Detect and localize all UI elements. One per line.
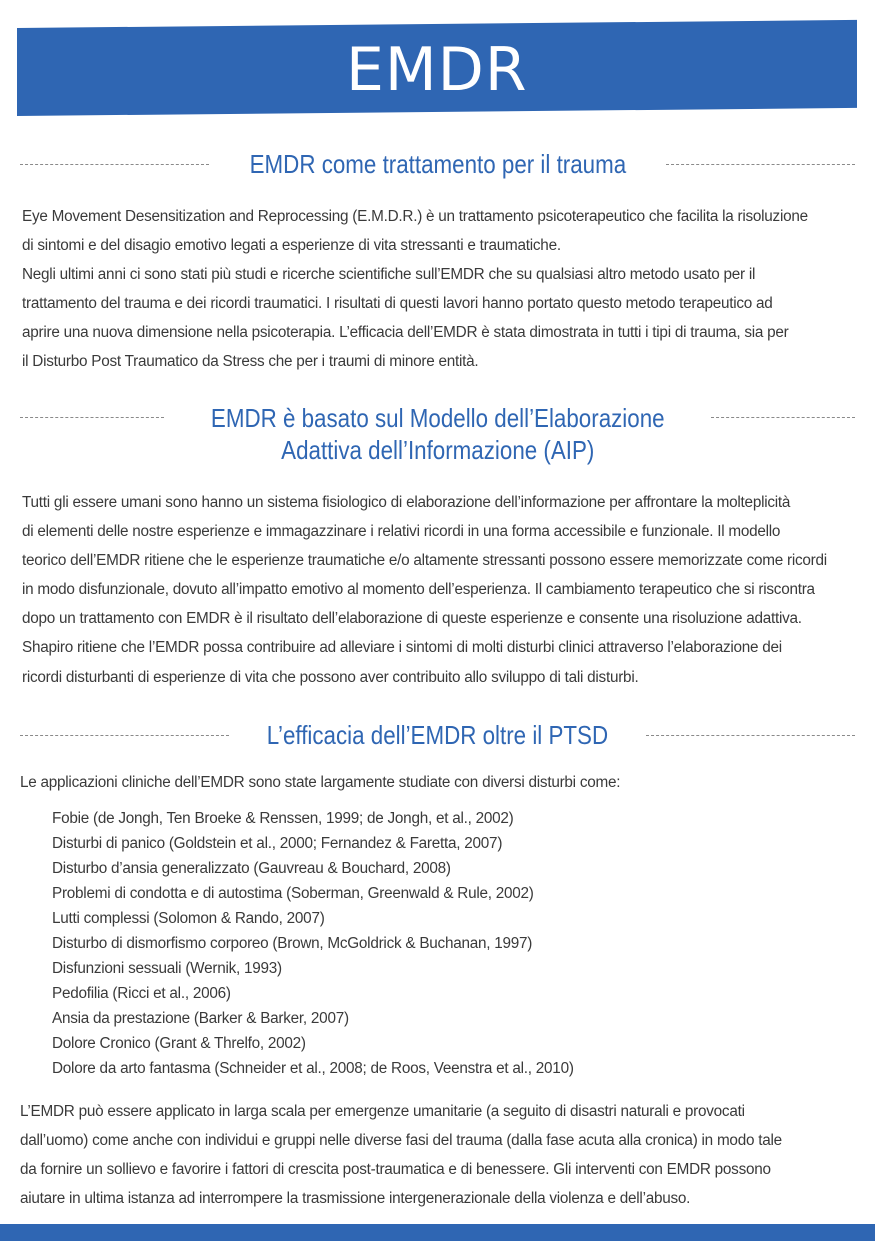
paragraph-line: Shapiro ritiene che l’EMDR possa contribuire ad alleviare i sintomi di molti disturbi clinici attraverso l’elaborazione dei (22, 639, 782, 657)
list-item: Pedofilia (Ricci et al., 2006) (52, 985, 231, 1002)
paragraph-ptsd-closing (20, 1097, 855, 1213)
heading-divider-right (646, 735, 855, 736)
paragraph-line: dall’uomo) come anche con individui e gruppi nelle diverse fasi del trauma (dalla fase acuta alla cronica) in modo tale (20, 1132, 782, 1150)
footer-bar (0, 1224, 875, 1241)
list-item: Fobie (de Jongh, Ten Broeke & Renssen, 1999; de Jongh, et al., 2002) (52, 810, 514, 827)
heading-divider-right (711, 417, 855, 418)
paragraph-line: di elementi delle nostre esperienze e immagazzinare i relativi ricordi in una forma accessibile e funzionale. Il modello (22, 523, 781, 541)
section-title-aip (202, 402, 673, 466)
paragraph-line: trattamento del trauma e dei ricordi traumatici. I risultati di questi lavori hanno portato questo metodo terapeutico ad (22, 295, 773, 313)
paragraph-line: da fornire un sollievo e favorire i fattori di crescita post-traumatica e di benessere. Gli interventi con EMDR possono (20, 1161, 771, 1179)
title-banner (17, 20, 857, 116)
paragraph-line: Le applicazioni cliniche dell’EMDR sono state largamente studiate con diversi disturbi come: (20, 774, 621, 791)
list-item: Ansia da prestazione (Barker & Barker, 2007) (52, 1010, 349, 1027)
paragraph-line: teorico dell’EMDR ritiene che le esperienze traumatiche e/o altamente stressanti possono essere memorizzate come ricordi (22, 552, 827, 570)
section-heading-aip (20, 402, 855, 466)
section-title-aip-line2: Adattiva dell’Informazione (AIP) (280, 435, 595, 465)
list-item: Disturbo d’ansia generalizzato (Gauvreau & Bouchard, 2008) (52, 860, 451, 877)
paragraph-line: di sintomi e del disagio emotivo legati a esperienze di vita stressanti e traumatiche. (22, 237, 561, 255)
heading-divider-left (20, 164, 209, 165)
paragraph-line: Tutti gli essere umani sono hanno un sistema fisiologico di elaborazione dell’informazione per affrontare la molteplicità (22, 494, 791, 511)
paragraph-ptsd-intro (20, 768, 855, 797)
paragraph-line: dopo un trattamento con EMDR è il risultato dell’elaborazione di queste esperienze e consente una risoluzione adattiva. (22, 610, 802, 628)
section-heading-ptsd (20, 719, 855, 751)
paragraph-line: Eye Movement Desensitization and Reprocessing (E.M.D.R.) è un trattamento psicoterapeutico che facilita la risoluzione (22, 208, 808, 225)
paragraph-line: il Disturbo Post Traumatico da Stress che per i traumi di minore entità. (22, 353, 479, 371)
paragraph-line: ricordi disturbanti di esperienze di vita che possono aver contribuito allo sviluppo di tali disturbi. (22, 668, 639, 686)
section-title-ptsd: L’efficacia dell’EMDR oltre il PTSD (266, 720, 609, 750)
section-title-trauma: EMDR come trattamento per il trauma (249, 149, 626, 179)
list-item: Disturbi di panico (Goldstein et al., 2000; Fernandez & Faretta, 2007) (52, 835, 503, 852)
paragraph-line: in modo disfunzionale, dovuto all’impatto emotivo al momento dell’esperienza. Il cambiamento terapeutico che si riscontra (22, 581, 815, 599)
section-heading-trauma (20, 148, 855, 180)
list-item: Dolore Cronico (Grant & Threlfo, 2002) (52, 1035, 306, 1052)
paragraph-line: Negli ultimi anni ci sono stati più studi e ricerche scientifiche sull’EMDR che su qualsiasi altro metodo usato per il (22, 266, 756, 284)
paragraph-line: L’EMDR può essere applicato in larga scala per emergenze umanitarie (a seguito di disastri naturali e provocati (20, 1103, 745, 1120)
paragraph-trauma (22, 202, 857, 377)
list-item: Problemi di condotta e di autostima (Soberman, Greenwald & Rule, 2002) (52, 885, 534, 902)
section-title-aip-line1: EMDR è basato sul Modello dell’Elaborazione (210, 403, 665, 433)
heading-divider-left (20, 417, 164, 418)
list-item: Dolore da arto fantasma (Schneider et al., 2008; de Roos, Veenstra et al., 2010) (52, 1060, 574, 1077)
paragraph-line: aprire una nuova dimensione nella psicoterapia. L’efficacia dell’EMDR è stata dimostrata in tutti i tipi di trauma, sia per (22, 324, 789, 342)
paragraph-aip (22, 488, 857, 692)
list-item: Disfunzioni sessuali (Wernik, 1993) (52, 960, 282, 977)
disorder-list (52, 806, 574, 1081)
list-item: Lutti complessi (Solomon & Rando, 2007) (52, 910, 325, 927)
paragraph-line: aiutare in ultima istanza ad interrompere la trasmissione intergenerazionale della violenza e dell’abuso. (20, 1190, 691, 1208)
page-title: EMDR (346, 34, 528, 105)
heading-divider-right (666, 164, 855, 165)
heading-divider-left (20, 735, 229, 736)
list-item: Disturbo di dismorfismo corporeo (Brown, McGoldrick & Buchanan, 1997) (52, 935, 533, 952)
